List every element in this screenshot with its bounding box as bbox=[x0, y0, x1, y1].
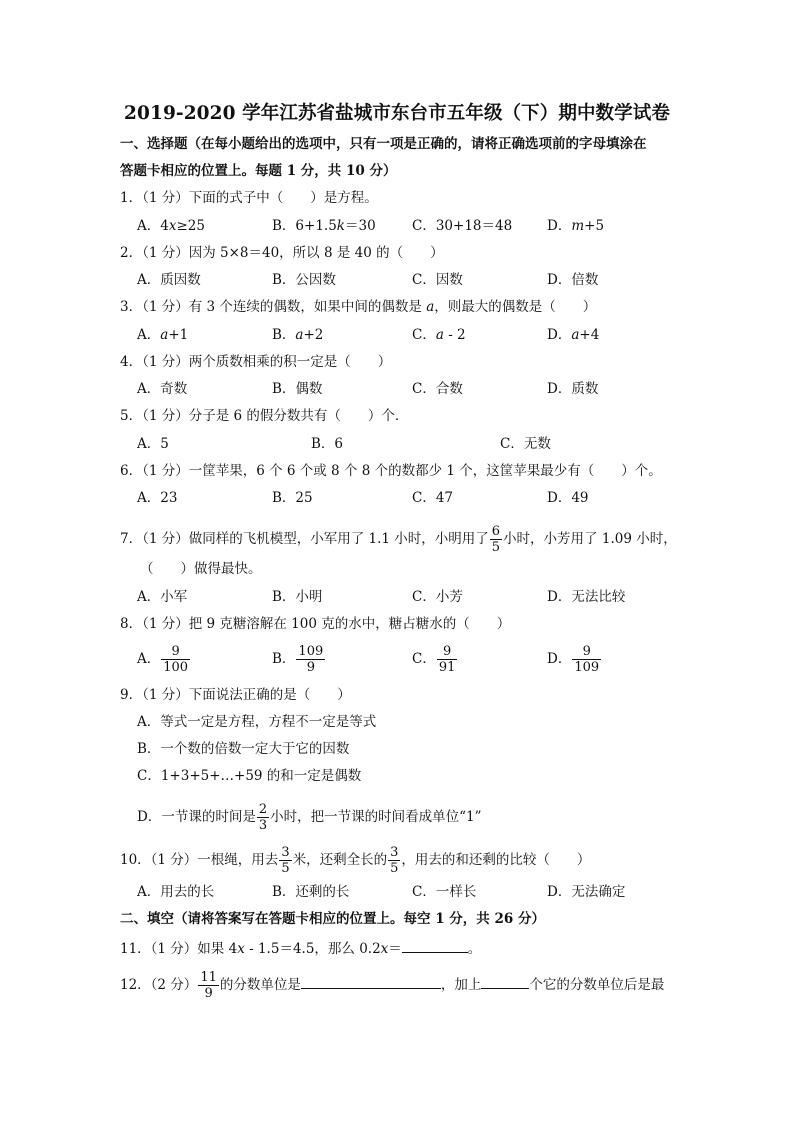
q12-answer-blank-1[interactable] bbox=[301, 974, 441, 989]
q1-option-b: B．6+1.5k＝30 bbox=[272, 218, 376, 234]
q10-option-d: D．无法确定 bbox=[547, 884, 626, 900]
q8-stem: 8．（1 分）把 9 克糖溶解在 100 克的水中，糖占糖水的（ ） bbox=[120, 616, 511, 632]
q11-answer-blank[interactable] bbox=[402, 938, 468, 953]
q4-option-a: A．奇数 bbox=[137, 381, 188, 397]
q6-option-d: D．49 bbox=[547, 490, 589, 506]
q9-option-a: A．等式一定是方程，方程不一定是等式 bbox=[137, 714, 377, 730]
q8-option-c: C． $\frac{9}{91}$ bbox=[412, 644, 456, 675]
q2-option-b: B．公因数 bbox=[272, 272, 336, 288]
q3-option-a: A．a+1 bbox=[137, 327, 189, 343]
q4-option-b: B．偶数 bbox=[272, 381, 323, 397]
q2-option-c: C．因数 bbox=[412, 272, 463, 288]
q2-option-d: D．倍数 bbox=[547, 272, 599, 288]
q5-stem: 5．（1 分）分子是 6 的假分数共有（ ）个． bbox=[120, 408, 409, 424]
q11-stem: 11．（1 分）如果 4x - 1.5＝4.5，那么 0.2x＝ 。 bbox=[120, 938, 481, 958]
q6-option-b: B．25 bbox=[272, 490, 313, 506]
q7-option-b: B．小明 bbox=[272, 589, 323, 605]
q12-stem: 12．（2 分） $\frac{11}{9}$ 的分数单位是 ，加上 个它的分数单位后是最 bbox=[120, 970, 665, 1001]
section1-heading-line1: 一、选择题（在每小题给出的选项中，只有一项是正确的，请将正确选项前的字母填涂在 bbox=[120, 136, 647, 152]
q10-option-a: A．用去的长 bbox=[137, 884, 215, 900]
q10-stem: 10．（1 分）一根绳，用去 $\frac{3}{5}$ 米，还剩全长的 $\frac{3}{5}$ ，用去的和还剩的比较（ ） bbox=[120, 845, 591, 876]
q10-option-c: C．一样长 bbox=[412, 884, 477, 900]
q8-option-a: A． $\frac{9}{100}$ bbox=[137, 644, 189, 675]
q10-option-b: B．还剩的长 bbox=[272, 884, 350, 900]
q7-option-d: D．无法比较 bbox=[547, 589, 626, 605]
q1-option-c: C．30+18＝48 bbox=[412, 218, 513, 234]
q5-option-c: C．无数 bbox=[500, 436, 551, 452]
q9-option-d: D．一节课的时间是 $\frac{2}{3}$ 小时，把一节课的时间看成单位“1” bbox=[137, 802, 482, 833]
q3-option-d: D．a+4 bbox=[547, 327, 600, 343]
q9-option-b: B．一个数的倍数一定大于它的因数 bbox=[137, 741, 350, 757]
section1-heading-line2: 答题卡相应的位置上。每题 1 分，共 10 分） bbox=[120, 163, 397, 179]
q6-stem: 6．（1 分）一筐苹果，6 个 6 个或 8 个 8 个的数都少 1 个，这筐苹果最少有（ ）个。 bbox=[120, 463, 662, 479]
q8-option-b: B． $\frac{109}{9}$ bbox=[272, 644, 324, 675]
q6-option-c: C．47 bbox=[412, 490, 454, 506]
q5-option-a: A．5 bbox=[137, 436, 169, 452]
q6-option-a: A．23 bbox=[137, 490, 178, 506]
q12-answer-blank-2[interactable] bbox=[481, 974, 529, 989]
q8-option-d: D． $\frac{9}{109}$ bbox=[547, 644, 600, 675]
q1-stem: 1．（1 分）下面的式子中（ ）是方程。 bbox=[120, 190, 378, 206]
q3-stem: 3．（1 分）有 3 个连续的偶数，如果中间的偶数是 a，则最大的偶数是（ ） bbox=[120, 299, 597, 315]
q7-stem: 7．（1 分）做同样的飞机模型，小军用了 1.1 小时，小明用了 $\frac{6}{5}$ 小时，小芳用了 1.09 小时， bbox=[120, 524, 677, 555]
q7-option-c: C．小芳 bbox=[412, 589, 463, 605]
q9-option-c: C．1+3+5+…+59 的和一定是偶数 bbox=[137, 768, 362, 784]
q3-option-c: C．a - 2 bbox=[412, 327, 466, 343]
q7-fraction: $\frac{6}{5}$ bbox=[491, 524, 501, 555]
q2-stem: 2．（1 分）因为 5×8＝40，所以 8 是 40 的（ ） bbox=[120, 245, 444, 261]
q2-option-a: A．质因数 bbox=[137, 272, 201, 288]
q1-option-a: A．4x≥25 bbox=[137, 218, 205, 234]
q7-option-a: A．小军 bbox=[137, 589, 188, 605]
q4-stem: 4．（1 分）两个质数相乘的积一定是（ ） bbox=[120, 354, 392, 370]
section2-heading: 二、填空（请将答案写在答题卡相应的位置上。每空 1 分，共 26 分） bbox=[120, 911, 545, 927]
q4-option-c: C．合数 bbox=[412, 381, 463, 397]
q1-option-d: D．m+5 bbox=[547, 218, 605, 234]
q7-stem-line2: （ ）做得最快。 bbox=[140, 561, 262, 577]
q4-option-d: D．质数 bbox=[547, 381, 599, 397]
q5-option-b: B．6 bbox=[311, 436, 344, 452]
q9-stem: 9．（1 分）下面说法正确的是（ ） bbox=[120, 687, 351, 703]
q3-option-b: B．a+2 bbox=[272, 327, 324, 343]
page-title: 2019-2020 学年江苏省盐城市东台市五年级（下）期中数学试卷 bbox=[124, 103, 670, 124]
